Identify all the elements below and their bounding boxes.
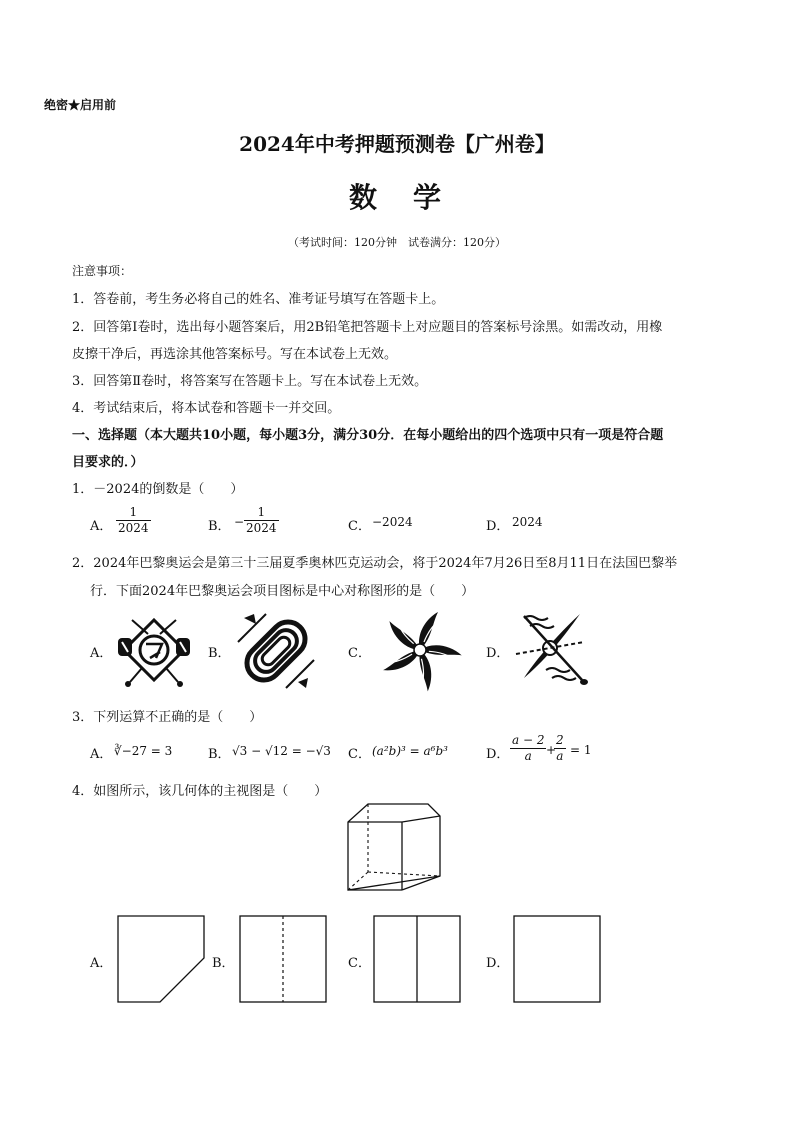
- q1-option-a-numerator: 1: [116, 505, 151, 521]
- q3-label-b: B．: [208, 747, 231, 762]
- paper-title: 2024年中考押题预测卷【广州卷】: [239, 132, 555, 156]
- q1-option-c: −2024: [372, 515, 413, 529]
- fencing-icon: [112, 612, 196, 688]
- q3-option-d-plus: +: [546, 743, 557, 757]
- q1-stem: 1．－2024的倒数是（ ）: [72, 482, 244, 497]
- notice-item-2-cont: 皮擦干净后，再选涂其他答案标号。写在本试卷上无效。: [72, 347, 398, 362]
- q4-label-d: D．: [486, 956, 510, 971]
- notice-item-1: 1．答卷前，考生务必将自己的姓名、准考证号填写在答题卡上。: [72, 292, 445, 307]
- q4-option-b-figure: [238, 914, 328, 1004]
- q2-label-a: A．: [90, 646, 113, 661]
- q1-label-a: A．: [90, 519, 113, 534]
- q1-option-a-fraction: [116, 505, 151, 536]
- q3-option-d-numerator-1: a − 2: [512, 733, 545, 747]
- notice-item-3: 3．回答第Ⅱ卷时，将答案写在答题卡上。写在本试卷上无效。: [72, 374, 428, 389]
- track-cycling-icon: [236, 612, 316, 690]
- q3-option-d-fraction-1: [510, 733, 546, 764]
- pinwheel-icon: [372, 606, 468, 694]
- q2-stem-line-2: 行．下面2024年巴黎奥运会项目图标是中心对称图形的是（ ）: [90, 584, 475, 599]
- q4-option-d-figure: [512, 914, 602, 1004]
- q3-label-c: C．: [348, 747, 371, 762]
- q3-label-a: A．: [90, 747, 113, 762]
- q3-option-d-fraction-2: [554, 733, 566, 764]
- q3-option-b: √3 − √12 = −√3: [232, 744, 331, 758]
- q1-option-d: 2024: [512, 515, 543, 529]
- q4-label-a: A．: [90, 956, 113, 971]
- secret-label: 绝密★启用前: [44, 98, 117, 112]
- q3-stem: 3．下列运算不正确的是（ ）: [72, 710, 263, 725]
- q3-option-d-numerator-2: 2: [556, 733, 564, 747]
- q1-label-c: C．: [348, 519, 371, 534]
- q2-label-b: B．: [208, 646, 231, 661]
- q1-option-b-fraction: [244, 505, 279, 536]
- q1-option-b-denominator: 2024: [246, 521, 277, 535]
- q1-label-d: D．: [486, 519, 510, 534]
- q3-label-d: D．: [486, 747, 510, 762]
- q2-stem-line-1: 2．2024年巴黎奥运会是第三十三届夏季奥林匹克运动会，将于2024年7月26日至8月11日在法国巴黎举: [72, 556, 678, 571]
- notice-item-2: 2．回答第Ⅰ卷时，选出每小题答案后，用2B铅笔把答题卡上对应题目的答案标号涂黑。如需改动，用橡: [72, 320, 663, 335]
- notice-item-4: 4．考试结束后，将本试卷和答题卡一并交回。: [72, 401, 341, 416]
- q4-label-b: B．: [212, 956, 235, 971]
- notice-heading: 注意事项：: [72, 264, 133, 278]
- q3-option-c: (a²b)³ = a⁶b³: [372, 744, 448, 758]
- canoe-icon: [510, 608, 590, 688]
- geometric-solid-figure: [340, 800, 450, 904]
- q3-option-d-equals: = 1: [570, 743, 592, 757]
- q1-option-b-sign: −: [234, 515, 245, 529]
- q3-option-a: ∛−27 = 3: [114, 744, 173, 758]
- subject-title: 数 学: [348, 181, 445, 214]
- q2-label-d: D．: [486, 646, 510, 661]
- q3-option-d-denominator-1: a: [524, 749, 532, 763]
- section-1-heading-cont: 目要求的．）: [72, 455, 144, 470]
- q1-option-b-numerator: 1: [244, 505, 279, 521]
- q2-label-c: C．: [348, 646, 371, 661]
- q1-label-b: B．: [208, 519, 231, 534]
- q4-option-c-figure: [372, 914, 462, 1004]
- q4-stem: 4．如图所示，该几何体的主视图是（ ）: [72, 784, 328, 799]
- section-1-heading: 一、选择题（本大题共10小题，每小题3分，满分30分．在每小题给出的四个选项中只有一项是符合题: [72, 428, 664, 443]
- q3-option-d-denominator-2: a: [556, 749, 564, 763]
- q4-label-c: C．: [348, 956, 371, 971]
- q4-option-a-figure: [116, 914, 206, 1004]
- exam-info: （考试时间：120分钟 试卷满分：120分）: [288, 236, 506, 249]
- q1-option-a-denominator: 2024: [118, 521, 149, 535]
